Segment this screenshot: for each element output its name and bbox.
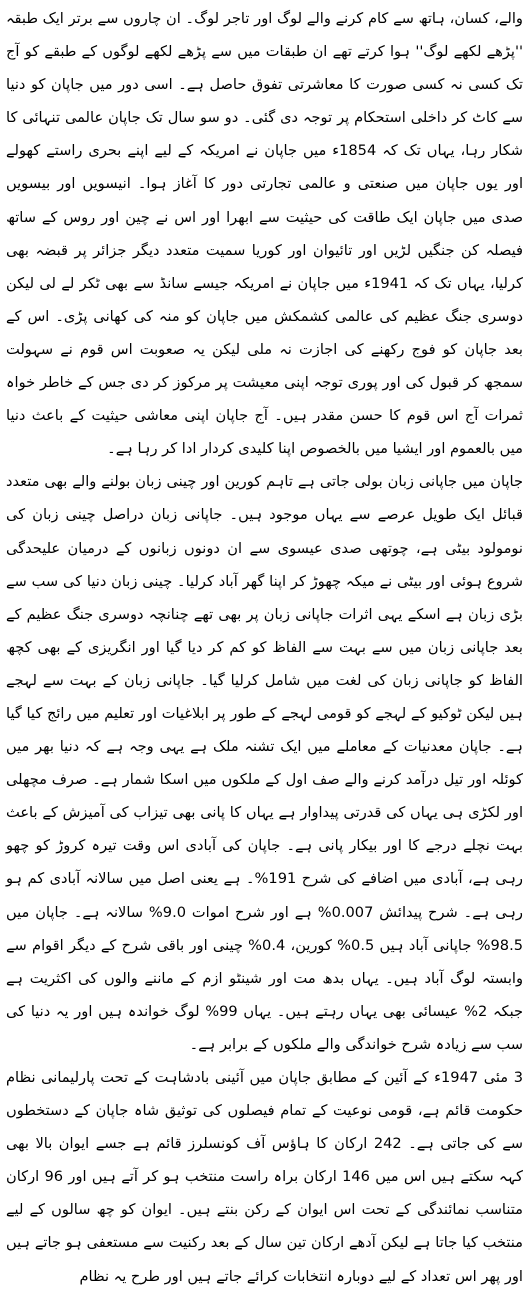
paragraph-japan-history: والے، کسان، ہاتھ سے کام کرنے والے لوگ اور تاجر لوگ۔ ان چاروں سے برتر ایک طبقہ ''پڑھے لکھے لوگ'' ہوا کرتے تھے ان طبقات میں سے پڑھے لکھے لوگوں کے طبقے کو آج تک کسی نہ کسی صورت کا معاشرتی تفوق حاصل ہے۔ اسی دور میں جاپان کو دنیا سے کاٹ کر داخلی استحکام پر توجہ دی گئی۔ دو سو سال تک جاپان عالمی تنہائی کا شکار رہا، یہاں تک کہ 1854ء میں جاپان نے امریکہ کے لیے اپنے بحری راستے کھولے اور یوں جاپان میں صنعتی و عالمی تجارتی دور کا آغاز ہوا۔ انیسویں اور بیسویں صدی میں جاپان ایک طاقت کی حیثیت سے ابھرا اور اس نے چین اور روس کے ساتھ فیصلہ کن جنگیں لڑیں اور تائیوان اور کوریا سمیت متعدد دیگر جزائر پر قبضہ بھی کرلیا، یہاں تک کہ 1941ء میں جاپان نے امریکہ جیسے سانڈ سے بھی ٹکر لے لی لیکن دوسری جنگ عظیم کی عالمی کشمکش میں جاپان کو منہ کی کھانی پڑی۔ اس کے بعد جاپان کو فوج رکھنے کی اجازت نہ ملی لیکن یہ صعوبت اس قوم نے سہولت سمجھ کر قبول کی اور پوری توجہ اپنی معیشت پر مرکوز کر دی جس کے خاطر خواہ ثمرات آج اس قوم کا حسن مقدر ہیں۔ آج جاپان اپنی معاشی حیثیت کے باعث دنیا میں بالعموم اور ایشیا میں بالخصوص اپنا کلیدی کردار ادا کر رہا ہے۔ <box>6 10 523 458</box>
paragraph-japan-government: 3 مئی 1947ء کے آئین کے مطابق جاپان میں آئینی بادشاہت کے تحت پارلیمانی نظام حکومت قائم ہے، قومی نوعیت کے تمام فیصلوں کی توثیق شاہ جاپان کے دستخطوں سے کی جاتی ہے۔ 242 ارکان کا ہاؤس آف کونسلرز قائم ہے جسے ایوان بالا بھی کہہ سکتے ہیں اس میں 146 ارکان براہ راست منتخب ہو کر آتے ہیں اور 96 ارکان متناسب نمائندگی کے تحت اس ایوان کے رکن بنتے ہیں۔ ایوان کو چھ سالوں کے لیے منتخب کیا جاتا ہے لیکن آدھے ارکان تین سال کے بعد رکنیت سے مستعفی ہو جاتے ہیں اور پھر اس تعداد کے لیے دوبارہ انتخابات کرائے جاتے ہیں اور طرح یہ نظام <box>6 1069 523 1285</box>
paragraph-japan-language-demographics: جاپان میں جاپانی زبان بولی جاتی ہے تاہم کورین اور چینی زبان بولنے والے بھی متعدد قبائل ایک طویل عرصے سے یہاں موجود ہیں۔ جاپانی زبان دراصل چینی زبان کی نومولود بیٹی ہے، چوتھی صدی عیسوی سے ان دونوں زبانوں کے درمیان علیحدگی شروع ہوئی اور بیٹی نے میکہ چھوڑ کر اپنا گھر آباد کرلیا۔ چینی زبان دنیا کی سب سے بڑی زبان ہے اسکے یہی اثرات جاپانی زبان پر بھی تھے چنانچہ دوسری جنگ عظیم کے بعد جاپانی زبان میں سے بہت سے الفاظ کو کم کر دیا گیا اور انگریزی کے بھی کچھ الفاظ کو جاپانی زبان کی لغت میں شامل کرلیا گیا۔ جاپانی زبان کے بہت سے لہجے ہیں لیکن ٹوکیو کے لہجے کو قومی لہجے کے طور پر ابلاغیات اور تعلیم میں رائج کیا گیا ہے۔ جاپان معدنیات کے معاملے میں ایک تشنہ ملک ہے یہی وجہ ہے کہ دنیا بھر میں کوئلہ اور تیل درآمد کرنے والے صف اول کے ملکوں میں اسکا شمار ہے۔ صرف مچھلی اور لکڑی ہی یہاں کی قدرتی پیداوار ہے یہاں کا پانی بھی تیزاب کی آمیزش کے باعث بہت نچلے درجے کا اور بیکار پانی ہے۔ جاپان کی آبادی اس وقت تیرہ کروڑ کو چھو رہی ہے، آبادی میں اضافے کی شرح 191%۔ ہے یعنی اصل میں سالانہ آبادی کم ہو رہی ہے۔ شرح پیدائش 0.007% ہے اور شرح اموات 9.0% سالانہ ہے۔ جاپان میں 98.5% جاپانی آباد ہیں 0.5% کورین، 0.4% چینی اور باقی شرح کے دیگر اقوام سے وابستہ لوگ آباد ہیں۔ یہاں بدھ مت اور شینٹو ازم کے ماننے والوں کی اکثریت ہے جبکہ 2% عیسائی بھی یہاں رہتے ہیں۔ یہاں 99% لوگ خواندہ ہیں اور یہ دنیا کی سب سے زیادہ شرح خواندگی والے ملکوں کے برابر ہے۔ <box>6 473 523 1053</box>
